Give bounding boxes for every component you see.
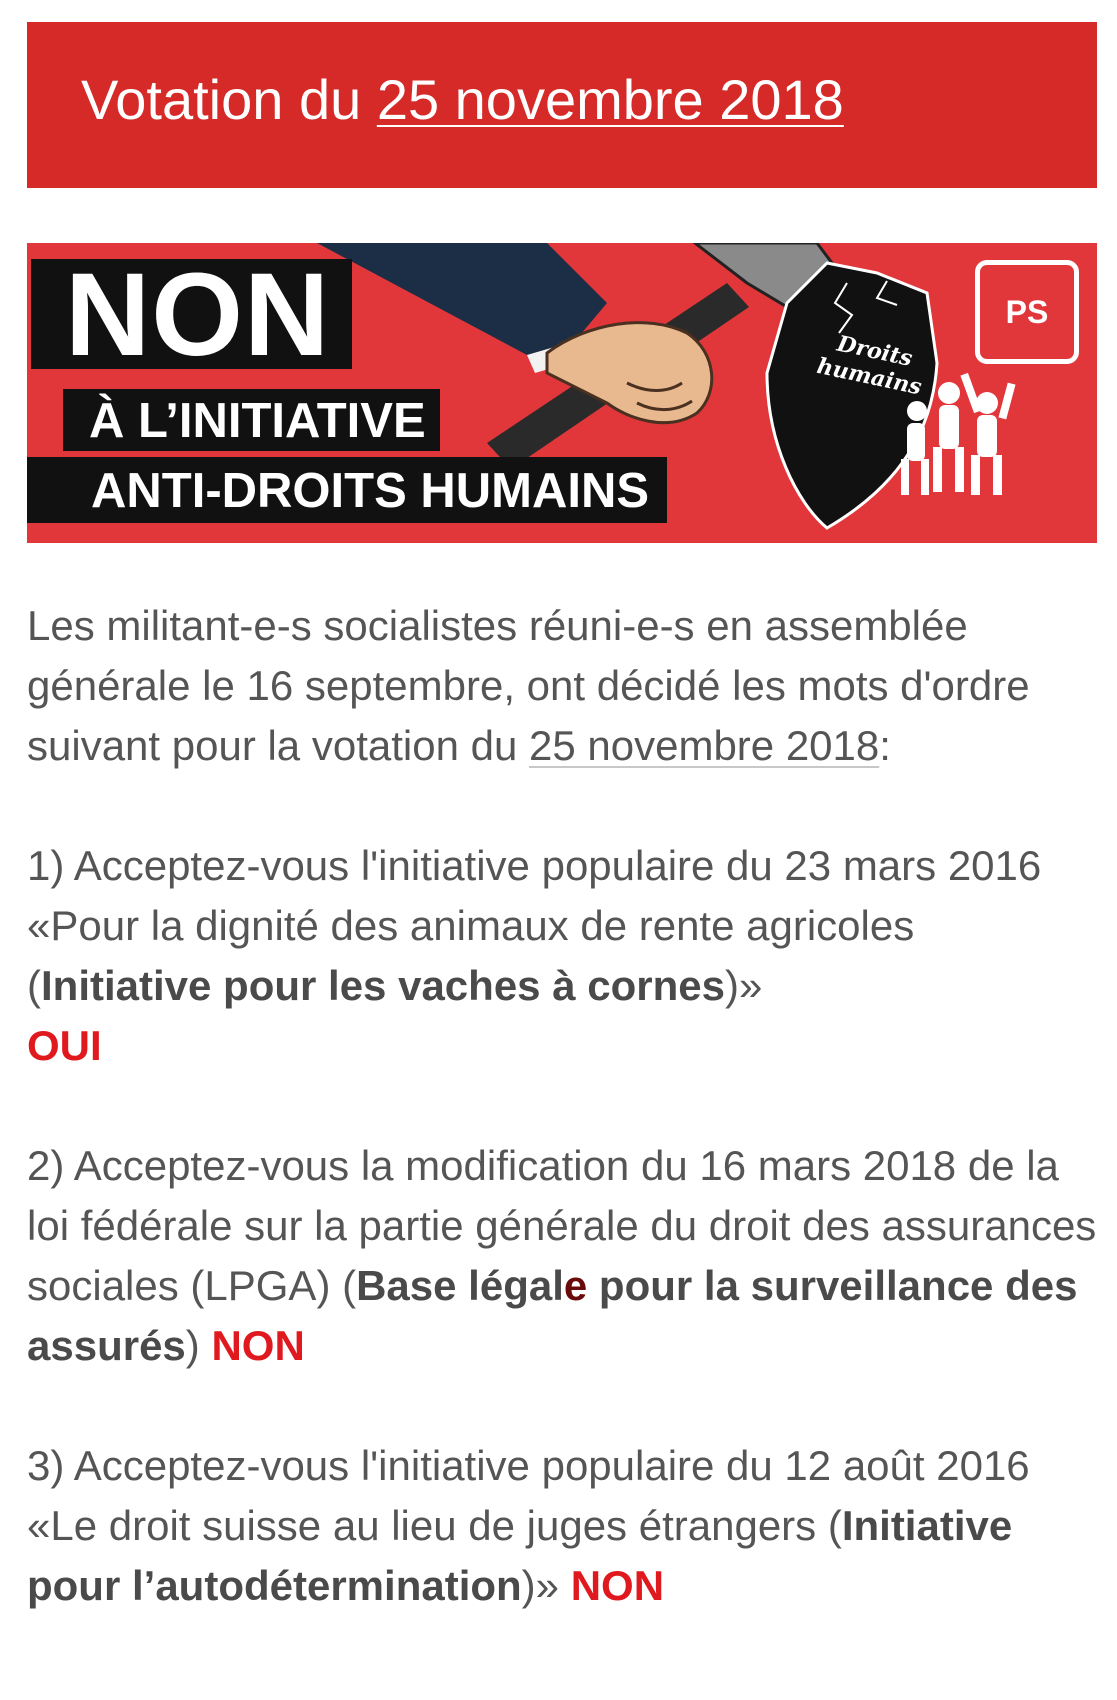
item-2-vote: NON: [211, 1322, 305, 1369]
item-3-title: Initiative pour l’autodétermination: [27, 1502, 1013, 1609]
item-3-text: 3) Acceptez-vous l'initiative populaire du 12 août 2016 «Le droit suisse au lieu de juges étrangers (: [27, 1442, 1030, 1549]
header-bar: [27, 22, 1097, 188]
item-2-suffix: ): [185, 1322, 212, 1369]
item-1-text: 1) Acceptez-vous l'initiative populaire du 23 mars 2016 «Pour la dignité des animaux de rente agricoles (: [27, 842, 1042, 1009]
vote-item-1: [27, 836, 1102, 1076]
item-2-title-letter: e: [563, 1262, 588, 1309]
item-2-title: Base légal: [356, 1262, 564, 1309]
item-1-vote: OUI: [27, 1022, 102, 1069]
banner-initiative-label: À L’INITIATIVE: [63, 389, 440, 451]
campaign-banner[interactable]: [27, 243, 1097, 543]
page-title: [81, 68, 844, 131]
vote-item-2: [27, 1136, 1102, 1376]
article-body: [27, 596, 1102, 1616]
item-2-text: 2) Acceptez-vous la modification du 16 mars 2018 de la loi fédérale sur la partie générale du droit des assurances sociales (LPGA) (: [27, 1142, 1097, 1309]
banner-anti-label: ANTI-DROITS HUMAINS: [27, 457, 667, 523]
banner-non-label: NON: [31, 259, 352, 369]
intro-colon: :: [879, 722, 891, 769]
item-3-vote: NON: [570, 1562, 665, 1609]
shield-label: Droits humains: [814, 330, 924, 401]
vote-item-3: [27, 1436, 1102, 1616]
item-1-suffix: )»: [724, 962, 763, 1009]
item-1-title: Initiative pour les vaches à cornes: [41, 962, 725, 1009]
ps-logo-text: PS: [1005, 293, 1049, 330]
item-2-title-rest: pour la surveillance des assurés: [27, 1262, 1078, 1369]
ps-logo: [975, 260, 1079, 364]
intro-text: Les militant-e-s socialistes réuni-e-s en assemblée générale le 16 septembre, ont décidé les mots d'ordre suivant pour la votation du: [27, 602, 1030, 769]
title-date-link[interactable]: 25 novembre 2018: [376, 68, 844, 131]
intro-paragraph: [27, 596, 1102, 776]
item-3-suffix: )»: [521, 1562, 571, 1609]
intro-date-link[interactable]: 25 novembre 2018: [529, 722, 880, 769]
title-prefix: Votation du: [81, 68, 377, 131]
